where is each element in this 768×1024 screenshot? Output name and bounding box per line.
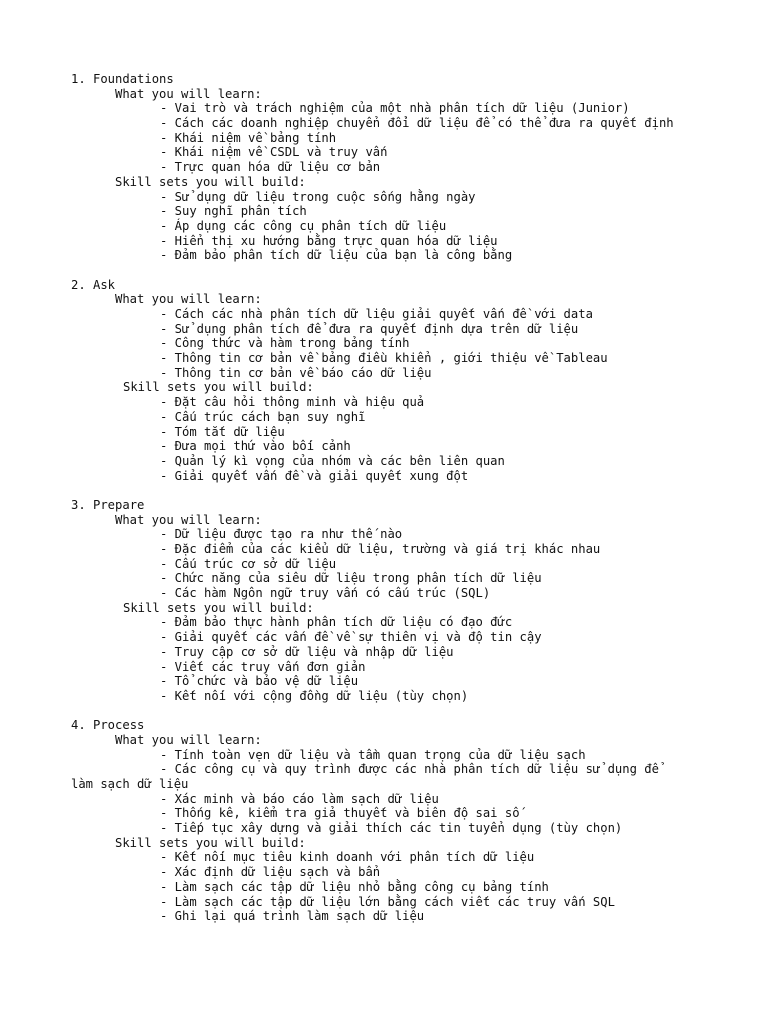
section-heading: 3. Prepare [71, 497, 145, 512]
list-item: - Đặc điểm của các kiểu dữ liệu, trường và giá trị khác nhau [160, 542, 601, 556]
learn-label: What you will learn: [115, 732, 262, 747]
list-item: - Đưa mọi thứ vào bối cảnh [160, 439, 351, 454]
list-item: - Đảm bảo phân tích dữ liệu của bạn là công bằng [160, 248, 513, 263]
list-item: - Tiếp tục xây dựng và giải thích các tin tuyển dụng (tùy chọn) [160, 821, 623, 836]
list-item: - Đặt câu hỏi thông minh và hiệu quả [160, 395, 425, 410]
list-item: - Thống kê, kiểm tra giả thuyết và biên độ sai số [160, 806, 520, 821]
list-item: - Vai trò và trách nghiệm của một nhà phân tích dữ liệu (Junior) [160, 101, 630, 116]
list-item: - Cách các doanh nghiệp chuyển đổi dữ liệu để có thể đưa ra quyết định [160, 116, 674, 131]
list-item: - Khái niệm về bảng tính [160, 130, 337, 145]
list-item: - Giải quyết các vấn đề về sự thiên vị và độ tin cậy [160, 630, 542, 645]
list-item: - Tóm tắt dữ liệu [160, 424, 285, 439]
list-item: - Các công cụ và quy trình được các nhà phân tích dữ liệu sử dụng để [160, 762, 659, 777]
list-item: - Làm sạch các tập dữ liệu lớn bằng cách viết các truy vấn SQL [160, 894, 615, 909]
list-item: - Thông tin cơ bản về báo cáo dữ liệu [160, 365, 432, 380]
list-item: - Đảm bảo thực hành phân tích dữ liệu có đạo đức [160, 615, 513, 630]
list-item: - Hiển thị xu hướng bằng trực quan hóa dữ liệu [160, 233, 498, 248]
list-item: - Cấu trúc cơ sở dữ liệu [160, 556, 337, 571]
skills-label: Skill sets you will build: [123, 600, 314, 615]
list-item: - Giải quyết vấn đề và giải quyết xung đột [160, 468, 469, 483]
list-item: - Suy nghĩ phân tích [160, 204, 307, 219]
skills-label: Skill sets you will build: [115, 174, 306, 189]
section-spacer [0, 263, 768, 278]
list-item: - Các hàm Ngôn ngữ truy vấn có cấu trúc (SQL) [160, 586, 491, 601]
list-item: - Trực quan hóa dữ liệu cơ bản [160, 160, 381, 175]
list-item: - Dữ liệu được tạo ra như thế nào [160, 527, 403, 542]
list-item: - Xác minh và báo cáo làm sạch dữ liệu [160, 791, 439, 806]
section-ask [0, 278, 768, 484]
section-heading: 4. Process [71, 718, 145, 733]
list-item: - Sử dụng phân tích để đưa ra quyết định dựa trên dữ liệu [160, 321, 579, 336]
list-item: - Ghi lại quá trình làm sạch dữ liệu [160, 909, 425, 924]
list-item: - Xác định dữ liệu sạch và bẩn [160, 865, 381, 880]
learn-label: What you will learn: [115, 86, 262, 101]
section-heading: 1. Foundations [71, 72, 174, 86]
list-item: - Kết nối với cộng đồng dữ liệu (tùy chọn) [160, 688, 469, 703]
section-heading: 2. Ask [71, 277, 116, 292]
section-prepare [0, 498, 768, 704]
list-item: - Cách các nhà phân tích dữ liệu giải quyết vấn đề với data [160, 307, 593, 321]
list-item: - Làm sạch các tập dữ liệu nhỏ bằng công cụ bảng tính [160, 879, 549, 894]
learn-label: What you will learn: [115, 292, 262, 307]
skills-label: Skill sets you will build: [115, 835, 306, 850]
list-item: - Cấu trúc cách bạn suy nghĩ [160, 409, 366, 424]
list-item: - Áp dụng các công cụ phân tích dữ liệu [160, 218, 447, 233]
skills-label: Skill sets you will build: [123, 380, 314, 395]
list-item: - Kết nối mục tiêu kinh doanh với phân tích dữ liệu [160, 850, 535, 865]
learn-label: What you will learn: [115, 512, 262, 527]
section-process [0, 718, 768, 924]
list-item: - Tổ chức và bảo vệ dữ liệu [160, 674, 359, 689]
list-item: - Công thức và hàm trong bảng tính [160, 336, 410, 351]
list-item: - Thông tin cơ bản về bảng điều khiển , giới thiệu về Tableau [160, 351, 608, 366]
list-item: - Khái niệm về CSDL và truy vấn [160, 145, 388, 160]
list-item-continuation: làm sạch dữ liệu [71, 777, 189, 791]
list-item: - Quản lý kì vọng của nhóm và các bên liên quan [160, 453, 505, 468]
section-foundations [0, 72, 768, 263]
list-item: - Viết các truy vấn đơn giản [160, 659, 366, 674]
list-item: - Chức năng của siêu dữ liệu trong phân tích dữ liệu [160, 571, 542, 586]
list-item: - Tính toàn vẹn dữ liệu và tầm quan trọng của dữ liệu sạch [160, 747, 586, 762]
list-item: - Truy cập cơ sở dữ liệu và nhập dữ liệu [160, 644, 454, 659]
list-item: - Sử dụng dữ liệu trong cuộc sống hằng ngày [160, 189, 476, 204]
section-spacer [0, 483, 768, 498]
section-spacer [0, 704, 768, 719]
